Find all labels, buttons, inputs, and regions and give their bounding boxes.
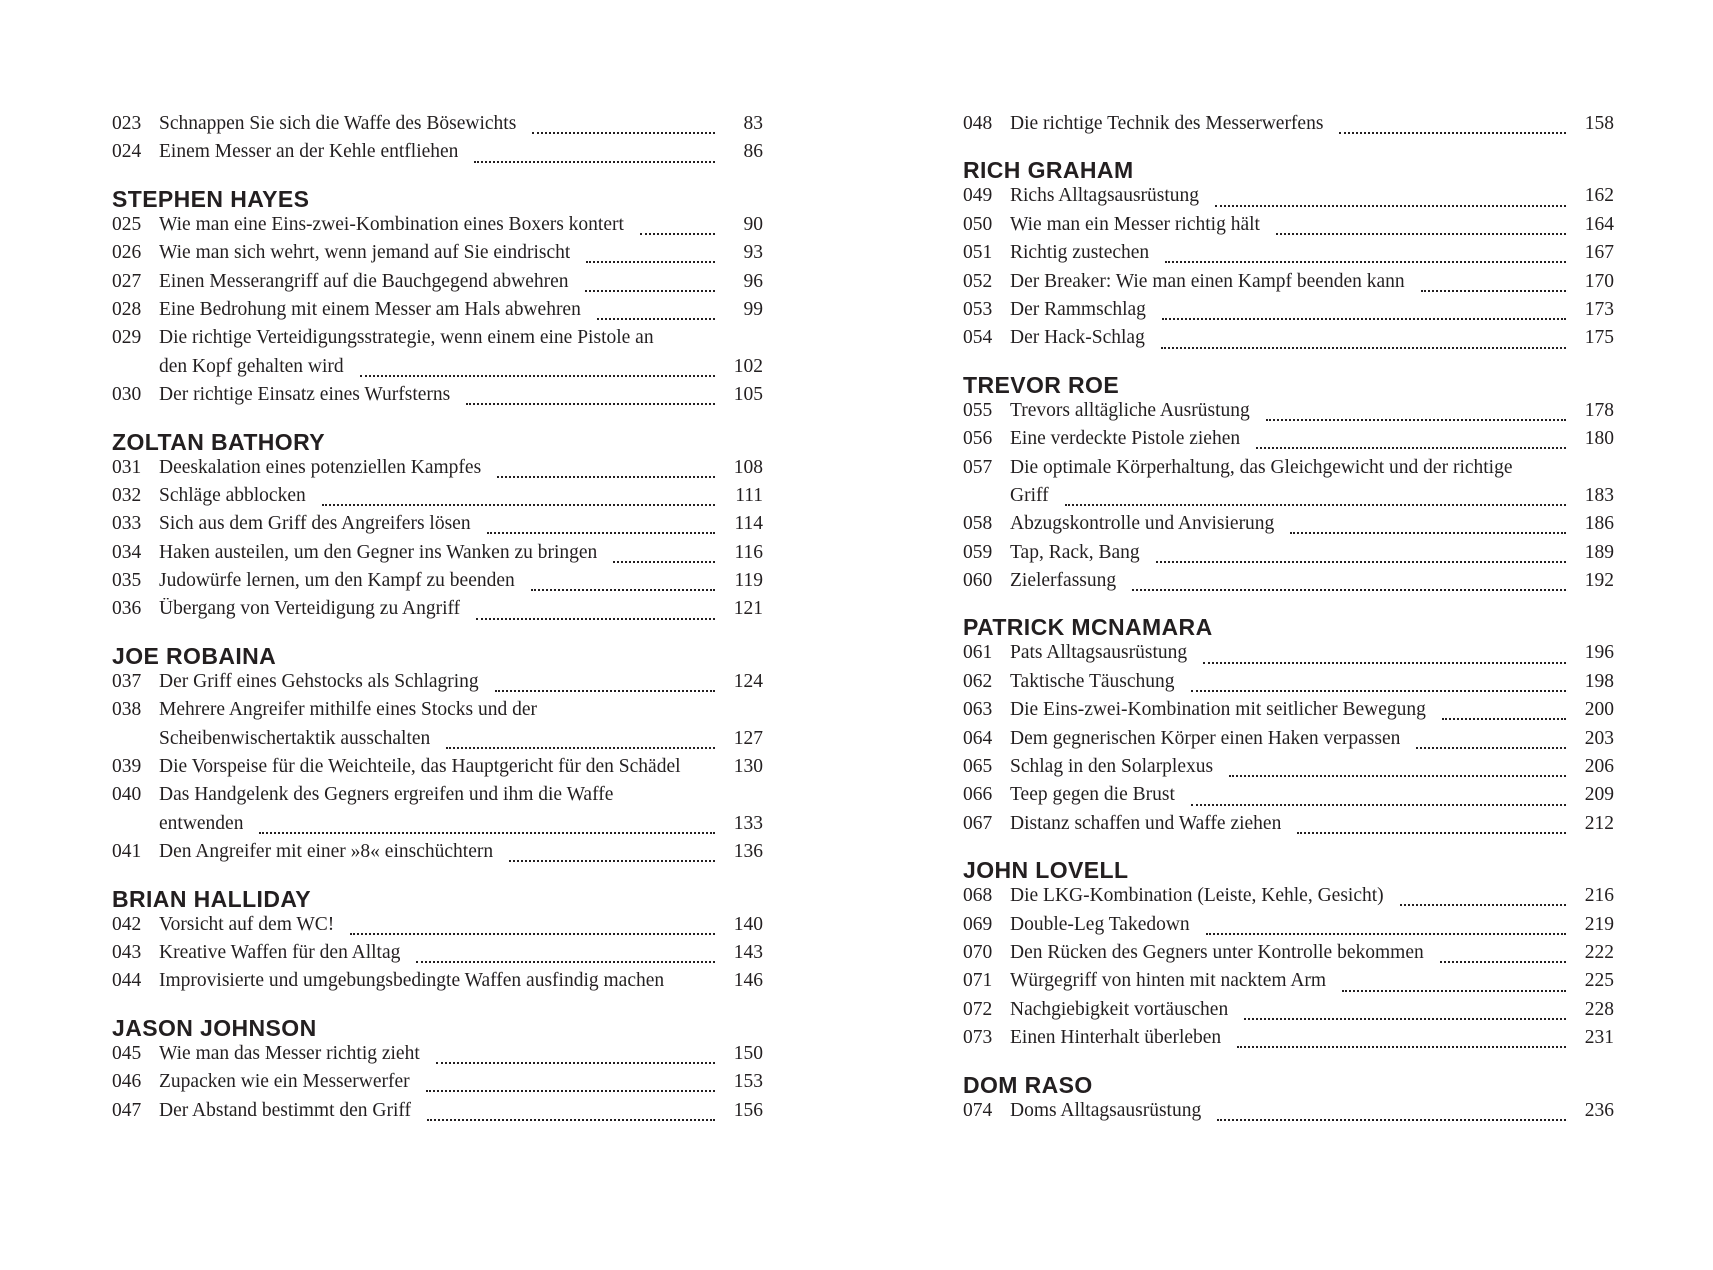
entry-title: Der richtige Einsatz eines Wurfsterns [159, 384, 451, 406]
dot-leader [446, 747, 715, 749]
toc-entry[interactable] [112, 671, 763, 699]
toc-entry[interactable] [112, 1043, 763, 1071]
toc-entry[interactable] [112, 841, 763, 869]
entry-page-number: 231 [1584, 1027, 1614, 1049]
entry-page-number: 90 [743, 213, 763, 235]
entry-page-number: 216 [1584, 885, 1614, 907]
toc-entry[interactable] [112, 914, 763, 942]
entry-page-number: 209 [1584, 784, 1614, 806]
entry-number: 072 [963, 998, 993, 1020]
toc-entry[interactable] [112, 942, 763, 970]
toc-entry[interactable] [963, 542, 1614, 570]
entry-page-number: 124 [733, 670, 763, 692]
toc-entry[interactable] [112, 598, 763, 626]
entry-page-number: 192 [1584, 570, 1614, 592]
toc-entry-line [963, 457, 1614, 485]
entry-title: Richtig zustechen [1010, 242, 1150, 264]
dot-leader [597, 318, 715, 320]
entry-page-number: 99 [743, 298, 763, 320]
entry-title: Den Angreifer mit einer »8« einschüchtern [159, 841, 494, 863]
toc-entry[interactable] [963, 671, 1614, 699]
entry-page-number: 146 [733, 970, 763, 992]
entry-page-number: 196 [1584, 642, 1614, 664]
toc-entry[interactable] [112, 1071, 763, 1099]
toc-entry[interactable] [963, 813, 1614, 841]
entry-title: Deeskalation eines potenziellen Kampfes [159, 456, 482, 478]
dot-leader [350, 933, 715, 935]
toc-entry[interactable] [963, 642, 1614, 670]
entry-page-number: 158 [1584, 113, 1614, 134]
section-heading: JOE ROBAINA [112, 642, 277, 669]
dot-leader [476, 618, 715, 620]
dot-leader [613, 561, 715, 563]
toc-entry-line [112, 356, 763, 384]
toc-entry[interactable] [963, 113, 1614, 141]
toc-entry[interactable] [963, 513, 1614, 541]
entry-page-number: 162 [1584, 185, 1614, 207]
section-heading: ZOLTAN BATHORY [112, 428, 325, 455]
dot-leader [1237, 1046, 1566, 1048]
entry-number: 050 [963, 213, 993, 235]
entry-number: 040 [112, 784, 142, 806]
entry-number: 056 [963, 428, 993, 450]
entry-number: 025 [112, 213, 142, 235]
entry-number: 061 [963, 642, 993, 664]
toc-entry[interactable] [963, 699, 1614, 727]
entry-title: Richs Alltagsausrüstung [1010, 185, 1200, 207]
toc-entry[interactable] [112, 784, 763, 841]
entry-title: Der Rammschlag [1010, 298, 1146, 320]
toc-entry[interactable] [112, 271, 763, 299]
toc-entry[interactable] [112, 513, 763, 541]
entry-page-number: 219 [1584, 913, 1614, 935]
toc-entry[interactable] [112, 970, 763, 998]
dot-leader [495, 690, 715, 692]
entry-page-number: 150 [733, 1042, 763, 1064]
entry-number: 044 [112, 970, 142, 992]
dot-leader [640, 233, 715, 235]
entry-title: Abzugskontrolle und Anvisierung [1010, 513, 1275, 535]
dot-leader [1229, 775, 1566, 777]
entry-page-number: 133 [733, 812, 763, 834]
section-heading: TREVOR ROE [963, 371, 1120, 398]
entry-title: Trevors alltägliche Ausrüstung [1010, 399, 1250, 421]
toc-entry[interactable] [963, 942, 1614, 970]
section-heading: JOHN LOVELL [963, 857, 1129, 884]
entry-number: 060 [963, 570, 993, 592]
entry-number: 065 [963, 756, 993, 778]
entry-title: Improvisierte und umgebungsbedingte Waffen ausfindig machen [159, 970, 665, 992]
entry-title: Wie man das Messer richtig zieht [159, 1042, 420, 1064]
entry-number: 067 [963, 812, 993, 834]
entry-number: 074 [963, 1099, 993, 1121]
entry-page-number: 93 [743, 242, 763, 264]
toc-entry-line [112, 813, 763, 841]
entry-title: Doms Alltagsausrüstung [1010, 1099, 1202, 1121]
entry-title: Sich aus dem Griff des Angreifers lösen [159, 513, 471, 535]
entry-title: Einen Messerangriff auf die Bauchgegend abwehren [159, 270, 569, 292]
section-heading: STEPHEN HAYES [112, 185, 310, 212]
entry-title-continued: Scheibenwischertaktik ausschalten [159, 727, 431, 749]
entry-number: 071 [963, 970, 993, 992]
entry-title: Haken austeilen, um den Gegner ins Wanken zu bringen [159, 541, 598, 563]
dot-leader [1244, 1018, 1566, 1020]
entry-number: 030 [112, 384, 142, 406]
entry-title: Den Rücken des Gegners unter Kontrolle bekommen [1010, 941, 1424, 963]
entry-title: Mehrere Angreifer mithilfe eines Stocks und der [159, 699, 537, 721]
section-heading: DOM RASO [963, 1071, 1093, 1098]
entry-title: Übergang von Verteidigung zu Angriff [159, 598, 461, 620]
entry-number: 042 [112, 913, 142, 935]
entry-number: 027 [112, 270, 142, 292]
entry-page-number: 175 [1584, 327, 1614, 349]
entry-number: 023 [112, 113, 142, 134]
toc-entry-line [963, 485, 1614, 513]
dot-leader [436, 1062, 715, 1064]
dot-leader [426, 1090, 715, 1092]
entry-title: Die LKG-Kombination (Leiste, Kehle, Gesicht) [1010, 885, 1384, 907]
entry-page-number: 114 [734, 513, 763, 535]
entry-number: 026 [112, 242, 142, 264]
entry-title: Die richtige Verteidigungsstrategie, wenn einem eine Pistole an [159, 327, 654, 349]
right-page [963, 113, 1614, 1128]
toc-entry[interactable] [963, 428, 1614, 456]
entry-number: 041 [112, 841, 142, 863]
entry-page-number: 228 [1584, 998, 1614, 1020]
toc-entry[interactable] [112, 113, 763, 141]
entry-page-number: 96 [743, 270, 763, 292]
toc-entry[interactable] [963, 400, 1614, 428]
dot-leader [259, 832, 715, 834]
toc-entry[interactable] [963, 1100, 1614, 1128]
entry-number: 057 [963, 456, 993, 478]
entry-title: Taktische Täuschung [1010, 670, 1175, 692]
dot-leader [1206, 933, 1566, 935]
dot-leader [1276, 233, 1566, 235]
entry-title: Dem gegnerischen Körper einen Haken verpassen [1010, 727, 1401, 749]
dot-leader [1256, 447, 1566, 449]
entry-title: Schläge abblocken [159, 484, 306, 506]
entry-number: 045 [112, 1042, 142, 1064]
entry-page-number: 180 [1584, 428, 1614, 450]
entry-page-number: 178 [1584, 399, 1614, 421]
entry-title: Zupacken wie ein Messerwerfer [159, 1071, 410, 1093]
entry-page-number: 143 [733, 941, 763, 963]
entry-number: 046 [112, 1071, 142, 1093]
toc-entry[interactable] [112, 457, 763, 485]
toc-entry[interactable] [963, 457, 1614, 514]
entry-page-number: 189 [1584, 541, 1614, 563]
dot-leader [531, 589, 715, 591]
toc-entry[interactable] [112, 485, 763, 513]
entry-number: 036 [112, 598, 142, 620]
toc-entry[interactable] [963, 185, 1614, 213]
toc-entry[interactable] [112, 141, 763, 169]
entry-title: Distanz schaffen und Waffe ziehen [1010, 812, 1282, 834]
entry-page-number: 130 [733, 756, 763, 778]
entry-number: 034 [112, 541, 142, 563]
entry-number: 052 [963, 270, 993, 292]
entry-page-number: 83 [743, 113, 763, 134]
dot-leader [585, 290, 715, 292]
entry-page-number: 119 [734, 570, 763, 592]
dot-leader [1065, 504, 1566, 506]
entry-number: 028 [112, 298, 142, 320]
dot-leader [497, 476, 715, 478]
entry-title: Würgegriff von hinten mit nacktem Arm [1010, 970, 1327, 992]
dot-leader [509, 860, 715, 862]
entry-title: Vorsicht auf dem WC! [159, 913, 335, 935]
dot-leader [1162, 318, 1566, 320]
entry-page-number: 121 [733, 598, 763, 620]
entry-page-number: 156 [733, 1099, 763, 1121]
toc-entry[interactable] [963, 784, 1614, 812]
entry-title: Judowürfe lernen, um den Kampf zu beenden [159, 570, 515, 592]
dot-leader [1290, 532, 1566, 534]
entry-number: 066 [963, 784, 993, 806]
toc-entry-line [112, 784, 763, 812]
entry-number: 047 [112, 1099, 142, 1121]
toc-entry[interactable] [963, 271, 1614, 299]
left-page [112, 113, 763, 1128]
entry-title: Nachgiebigkeit vortäuschen [1010, 998, 1229, 1020]
toc-entry[interactable] [963, 999, 1614, 1027]
entry-page-number: 108 [733, 456, 763, 478]
toc-entry[interactable] [112, 214, 763, 242]
dot-leader [466, 403, 715, 405]
dot-leader [1203, 662, 1566, 664]
entry-title: Pats Alltagsausrüstung [1010, 642, 1188, 664]
toc-entry[interactable] [112, 242, 763, 270]
toc-entry[interactable] [112, 384, 763, 412]
entry-page-number: 127 [733, 727, 763, 749]
toc-entry[interactable] [963, 1027, 1614, 1055]
entry-number: 038 [112, 699, 142, 721]
dot-leader [1165, 261, 1566, 263]
entry-title-continued: den Kopf gehalten wird [159, 355, 344, 377]
toc-entry[interactable] [963, 214, 1614, 242]
entry-number: 024 [112, 141, 142, 163]
entry-title: Die Eins-zwei-Kombination mit seitlicher Bewegung [1010, 699, 1426, 721]
entry-page-number: 236 [1584, 1099, 1614, 1121]
toc-entry-line [112, 699, 763, 727]
section-heading: PATRICK MCNAMARA [963, 614, 1213, 641]
dot-leader [1416, 747, 1566, 749]
entry-page-number: 102 [733, 355, 763, 377]
entry-number: 055 [963, 399, 993, 421]
entry-title: Das Handgelenk des Gegners ergreifen und ihm die Waffe [159, 784, 614, 806]
entry-title: Einem Messer an der Kehle entfliehen [159, 141, 459, 163]
entry-page-number: 136 [733, 841, 763, 863]
entry-number: 064 [963, 727, 993, 749]
dot-leader [1215, 205, 1566, 207]
entry-page-number: 164 [1584, 213, 1614, 235]
entry-page-number: 225 [1584, 970, 1614, 992]
dot-leader [1342, 990, 1566, 992]
entry-title: Tap, Rack, Bang [1010, 541, 1140, 563]
entry-page-number: 173 [1584, 298, 1614, 320]
entry-page-number: 153 [733, 1071, 763, 1093]
entry-number: 054 [963, 327, 993, 349]
dot-leader [532, 132, 715, 134]
dot-leader [1132, 589, 1566, 591]
entry-title: Die richtige Technik des Messerwerfens [1010, 113, 1324, 134]
entry-page-number: 183 [1584, 484, 1614, 506]
entry-page-number: 222 [1584, 941, 1614, 963]
entry-number: 062 [963, 670, 993, 692]
dot-leader [1421, 290, 1566, 292]
entry-number: 032 [112, 484, 142, 506]
dot-leader [1400, 904, 1566, 906]
entry-page-number: 186 [1584, 513, 1614, 535]
entry-number: 049 [963, 185, 993, 207]
toc-entry[interactable] [112, 756, 763, 784]
entry-page-number: 111 [735, 484, 763, 506]
entry-number: 039 [112, 756, 142, 778]
entry-title: Einen Hinterhalt überleben [1010, 1027, 1222, 1049]
toc-entry[interactable] [963, 327, 1614, 355]
toc-entry-line [112, 728, 763, 756]
dot-leader [1191, 804, 1566, 806]
toc-entry[interactable] [963, 970, 1614, 998]
entry-page-number: 206 [1584, 756, 1614, 778]
toc-entry[interactable] [963, 728, 1614, 756]
entry-number: 073 [963, 1027, 993, 1049]
entry-title: Der Hack-Schlag [1010, 327, 1145, 349]
entry-title: Teep gegen die Brust [1010, 784, 1175, 806]
entry-number: 033 [112, 513, 142, 535]
dot-leader [1339, 132, 1566, 134]
dot-leader [1297, 832, 1566, 834]
entry-title: Der Griff eines Gehstocks als Schlagring [159, 670, 479, 692]
entry-title: Wie man ein Messer richtig hält [1010, 213, 1260, 235]
toc-entry[interactable] [112, 327, 763, 384]
toc-entry[interactable] [963, 242, 1614, 270]
section-heading: JASON JOHNSON [112, 1014, 317, 1041]
toc-entry[interactable] [112, 542, 763, 570]
entry-title: Der Abstand bestimmt den Griff [159, 1099, 412, 1121]
entry-title: Schlag in den Solarplexus [1010, 756, 1214, 778]
dot-leader [360, 375, 715, 377]
entry-title: Kreative Waffen für den Alltag [159, 941, 401, 963]
dot-leader [322, 504, 715, 506]
entry-title: Die optimale Körperhaltung, das Gleichgewicht und der richtige [1010, 456, 1513, 478]
entry-number: 048 [963, 113, 993, 134]
entry-number: 070 [963, 941, 993, 963]
entry-number: 035 [112, 570, 142, 592]
toc-entry-line [112, 327, 763, 355]
entry-number: 058 [963, 513, 993, 535]
entry-title: Schnappen Sie sich die Waffe des Bösewichts [159, 113, 517, 134]
dot-leader [474, 161, 715, 163]
entry-title-continued: entwenden [159, 812, 244, 834]
toc-entry[interactable] [112, 299, 763, 327]
dot-leader [416, 961, 715, 963]
section-heading: RICH GRAHAM [963, 157, 1134, 184]
entry-number: 031 [112, 456, 142, 478]
dot-leader [1266, 419, 1566, 421]
entry-number: 051 [963, 242, 993, 264]
entry-page-number: 105 [733, 384, 763, 406]
entry-title: Der Breaker: Wie man einen Kampf beenden kann [1010, 270, 1405, 292]
dot-leader [586, 261, 715, 263]
toc-entry[interactable] [963, 756, 1614, 784]
entry-page-number: 198 [1584, 670, 1614, 692]
toc-entry[interactable] [112, 570, 763, 598]
dot-leader [1217, 1119, 1566, 1121]
dot-leader [1440, 961, 1566, 963]
entry-number: 029 [112, 327, 142, 349]
entry-page-number: 167 [1584, 242, 1614, 264]
toc-entry[interactable] [963, 299, 1614, 327]
entry-page-number: 86 [743, 141, 763, 163]
entry-title: Zielerfassung [1010, 570, 1117, 592]
entry-page-number: 116 [734, 541, 763, 563]
dot-leader [1442, 718, 1566, 720]
entry-number: 069 [963, 913, 993, 935]
section-heading: BRIAN HALLIDAY [112, 885, 311, 912]
dot-leader [1156, 561, 1566, 563]
entry-number: 037 [112, 670, 142, 692]
toc-entry[interactable] [112, 1100, 763, 1128]
toc-entry[interactable] [963, 570, 1614, 598]
dot-leader [427, 1119, 715, 1121]
entry-title: Die Vorspeise für die Weichteile, das Hauptgericht für den Schädel [159, 756, 681, 778]
toc-entry[interactable] [112, 699, 763, 756]
entry-title: Eine verdeckte Pistole ziehen [1010, 428, 1241, 450]
toc-entry[interactable] [963, 885, 1614, 913]
entry-page-number: 212 [1584, 812, 1614, 834]
entry-number: 043 [112, 941, 142, 963]
entry-title-continued: Griff [1010, 484, 1049, 506]
entry-title: Wie man sich wehrt, wenn jemand auf Sie eindrischt [159, 242, 571, 264]
entry-page-number: 170 [1584, 270, 1614, 292]
dot-leader [1161, 347, 1566, 349]
entry-page-number: 140 [733, 913, 763, 935]
entry-page-number: 200 [1584, 699, 1614, 721]
entry-title: Wie man eine Eins-zwei-Kombination eines Boxers kontert [159, 213, 624, 235]
dot-leader [1191, 690, 1566, 692]
entry-title: Double-Leg Takedown [1010, 913, 1190, 935]
entry-number: 063 [963, 699, 993, 721]
entry-number: 068 [963, 885, 993, 907]
entry-number: 053 [963, 298, 993, 320]
entry-number: 059 [963, 541, 993, 563]
toc-entry[interactable] [963, 914, 1614, 942]
dot-leader [487, 532, 715, 534]
entry-page-number: 203 [1584, 727, 1614, 749]
entry-title: Eine Bedrohung mit einem Messer am Hals abwehren [159, 298, 581, 320]
